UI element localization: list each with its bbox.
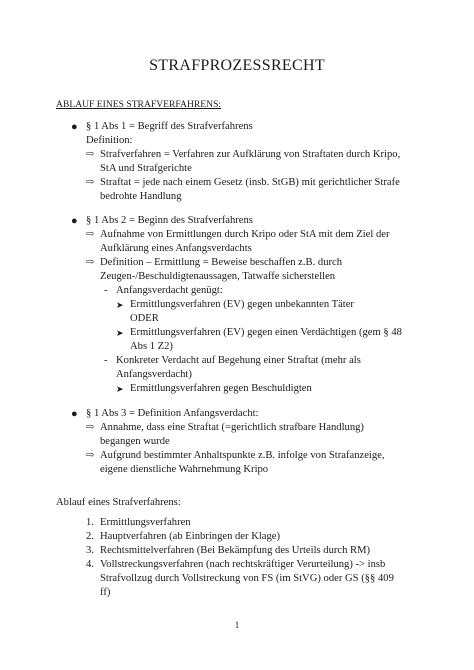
block2-dash1-text: Anfangsverdacht genügt: <box>116 285 223 296</box>
block3-item1-line1: Annahme, dass eine Straftat (=gerichtlich strafbare Handlung) <box>100 422 364 433</box>
bullet-icon: ● <box>71 408 78 420</box>
arrow-right-icon: ⇨ <box>86 229 95 240</box>
list-heading: Ablauf eines Strafverfahrens: <box>56 497 181 508</box>
arrow-right-icon: ⇨ <box>86 422 95 433</box>
block2-item1-line1: Aufnahme von Ermittlungen durch Kripo oder StA mit dem Ziel der <box>100 229 390 240</box>
dash1-item2-line2: Abs 1 Z2) <box>130 341 173 352</box>
block1-item2-line2: bedrohte Handlung <box>100 191 182 202</box>
dash1-item1-line1: Ermittlungsverfahren (EV) gegen unbekannten Täter <box>130 299 354 310</box>
block2-item2-line2: Zeugen-/Beschuldigtenaussagen, Tatwaffe sicherstellen <box>100 271 336 282</box>
list-number: 2. <box>86 531 94 542</box>
section-heading: ABLAUF EINES STRAFVERFAHRENS: <box>56 99 222 110</box>
block2-dash2-line2: Anfangsverdacht) <box>116 369 192 380</box>
block1-item2-line1: Straftat = jede nach einem Gesetz (insb. StGB) mit gerichtlicher Strafe <box>100 177 400 188</box>
dash-marker: - <box>104 285 108 296</box>
arrow-right-icon: ⇨ <box>86 257 95 268</box>
bullet-icon: ● <box>71 121 78 133</box>
triangle-right-icon: ➤ <box>116 328 124 338</box>
block1-item1-line1: Strafverfahren = Verfahren zur Aufklärung von Straftaten durch Kripo, <box>100 149 401 160</box>
list-item-4-line1: Vollstreckungsverfahren (nach rechtskräftiger Verurteilung) -> insb <box>100 559 386 570</box>
block2-item2-line1: Definition – Ermittlung = Beweise beschaffen z.B. durch <box>100 257 343 268</box>
dash1-item1-line2: ODER <box>130 313 159 324</box>
block2-bullet-text: § 1 Abs 2 = Beginn des Strafverfahrens <box>86 215 253 226</box>
page-number: 1 <box>234 620 240 630</box>
block2-item1-line2: Aufklärung eines Anfangsverdachts <box>100 243 252 254</box>
bullet-icon: ● <box>71 215 78 227</box>
list-item-2: Hauptverfahren (ab Einbringen der Klage) <box>100 531 281 542</box>
list-item-1: Ermittlungsverfahren <box>100 517 191 528</box>
list-number: 4. <box>86 559 94 570</box>
list-number: 1. <box>86 517 94 528</box>
arrow-right-icon: ⇨ <box>86 450 95 461</box>
block1-subheading: Definition: <box>86 135 133 146</box>
block3-item2-line1: Aufgrund bestimmter Anhaltspunkte z.B. infolge von Strafanzeige, <box>100 450 385 461</box>
arrow-right-icon: ⇨ <box>86 149 95 160</box>
arrow-right-icon: ⇨ <box>86 177 95 188</box>
list-item-3: Rechtsmittelverfahren (Bei Bekämpfung des Urteils durch RM) <box>100 545 371 556</box>
dash2-item1: Ermittlungsverfahren gegen Beschuldigten <box>130 383 312 394</box>
block2-dash2-line1: Konkreter Verdacht auf Begehung einer Straftat (mehr als <box>116 355 361 366</box>
block3-item2-line2: eigene dienstliche Wahrnehmung Kripo <box>100 464 269 475</box>
block1-bullet-text: § 1 Abs 1 = Begriff des Strafverfahrens <box>86 121 253 132</box>
list-item-4-line3: ff) <box>100 587 111 598</box>
dash-marker: - <box>104 355 108 366</box>
list-item-4-line2: Strafvollzug durch Vollstreckung von FS (im StVG) oder GS (§§ 409 <box>100 573 394 584</box>
block1-item1-line2: StA und Strafgerichte <box>100 163 192 174</box>
page-title: STRAFPROZESSRECHT <box>149 57 325 74</box>
block3-bullet-text: § 1 Abs 3 = Definition Anfangsverdacht: <box>86 408 259 419</box>
triangle-right-icon: ➤ <box>116 300 124 310</box>
block3-item1-line2: begangen wurde <box>100 436 170 447</box>
triangle-right-icon: ➤ <box>116 384 124 394</box>
list-number: 3. <box>86 545 94 556</box>
dash1-item2-line1: Ermittlungsverfahren (EV) gegen einen Verdächtigen (gem § 48 <box>130 327 402 338</box>
